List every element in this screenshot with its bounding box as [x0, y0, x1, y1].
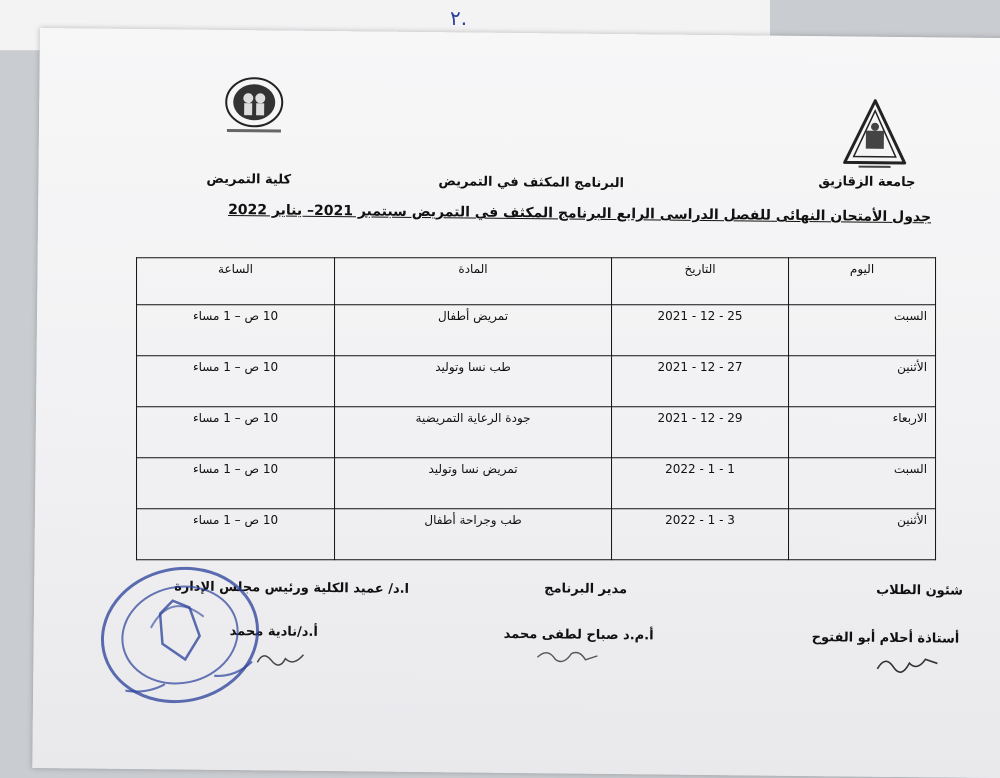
- table-row: [137, 458, 936, 509]
- program-name: البرنامج المكثف في التمريض: [438, 174, 624, 191]
- subject-cell: طب وجراحة أطفال: [335, 509, 612, 560]
- time-cell: 10 ص – 1 مساء: [137, 356, 335, 407]
- day-cell: الأثنين: [789, 356, 936, 407]
- director-signature: [533, 645, 603, 670]
- date-cell: 25 - 12 - 2021: [612, 305, 789, 356]
- director-title: مدير البرنامج: [544, 581, 627, 597]
- faculty-name: كلية التمريض: [206, 172, 291, 188]
- date-cell: 29 - 12 - 2021: [612, 407, 789, 458]
- faculty-logo-icon: [219, 74, 290, 135]
- student-affairs-signature: [873, 649, 943, 680]
- handwritten-mark: ٢.: [450, 6, 467, 30]
- university-name: جامعة الزقازيق: [818, 174, 915, 190]
- day-cell: السبت: [789, 305, 936, 356]
- exam-schedule-table: [136, 257, 936, 560]
- subject-cell: تمريض نسا وتوليد: [335, 458, 612, 509]
- university-logo-icon: [838, 96, 911, 177]
- table-row: [137, 407, 936, 458]
- time-cell: 10 ص – 1 مساء: [137, 305, 335, 356]
- time-cell: 10 ص – 1 مساء: [137, 509, 335, 560]
- page-title: جدول الأمتحان النهائى للفصل الدراسى الرابع البرنامج المكثف في التمريض سبتمبر 2021– يناير 2022: [228, 202, 931, 225]
- subject-cell: طب نسا وتوليد: [335, 356, 612, 407]
- time-cell: 10 ص – 1 مساء: [137, 458, 335, 509]
- table-row: [137, 356, 936, 407]
- student-affairs-name: أستاذة أحلام أبو الفتوح: [812, 630, 960, 647]
- column-header-date: التاريخ: [612, 258, 789, 305]
- director-name: أ.م.د صباح لطفى محمد: [504, 627, 654, 644]
- column-header-subject: المادة: [335, 258, 612, 305]
- table-row: [137, 509, 936, 560]
- dean-name: أ.د/نادية محمد: [230, 624, 318, 640]
- date-cell: 27 - 12 - 2021: [612, 356, 789, 407]
- column-header-time: الساعة: [137, 258, 335, 305]
- subject-cell: تمريض أطفال: [335, 305, 612, 356]
- student-affairs-title: شئون الطلاب: [876, 583, 963, 599]
- date-cell: 1 - 1 - 2022: [612, 458, 789, 509]
- day-cell: السبت: [789, 458, 936, 509]
- day-cell: الأثنين: [789, 509, 936, 560]
- dean-title: ا.د/ عميد الكلية ورئيس مجلس الإدارة: [174, 579, 409, 596]
- table-header-row: [137, 258, 936, 305]
- day-cell: الاربعاء: [789, 407, 936, 458]
- subject-cell: جودة الرعاية التمريضية: [335, 407, 612, 458]
- time-cell: 10 ص – 1 مساء: [137, 407, 335, 458]
- table-row: [137, 305, 936, 356]
- date-cell: 3 - 1 - 2022: [612, 509, 789, 560]
- column-header-day: اليوم: [789, 258, 936, 305]
